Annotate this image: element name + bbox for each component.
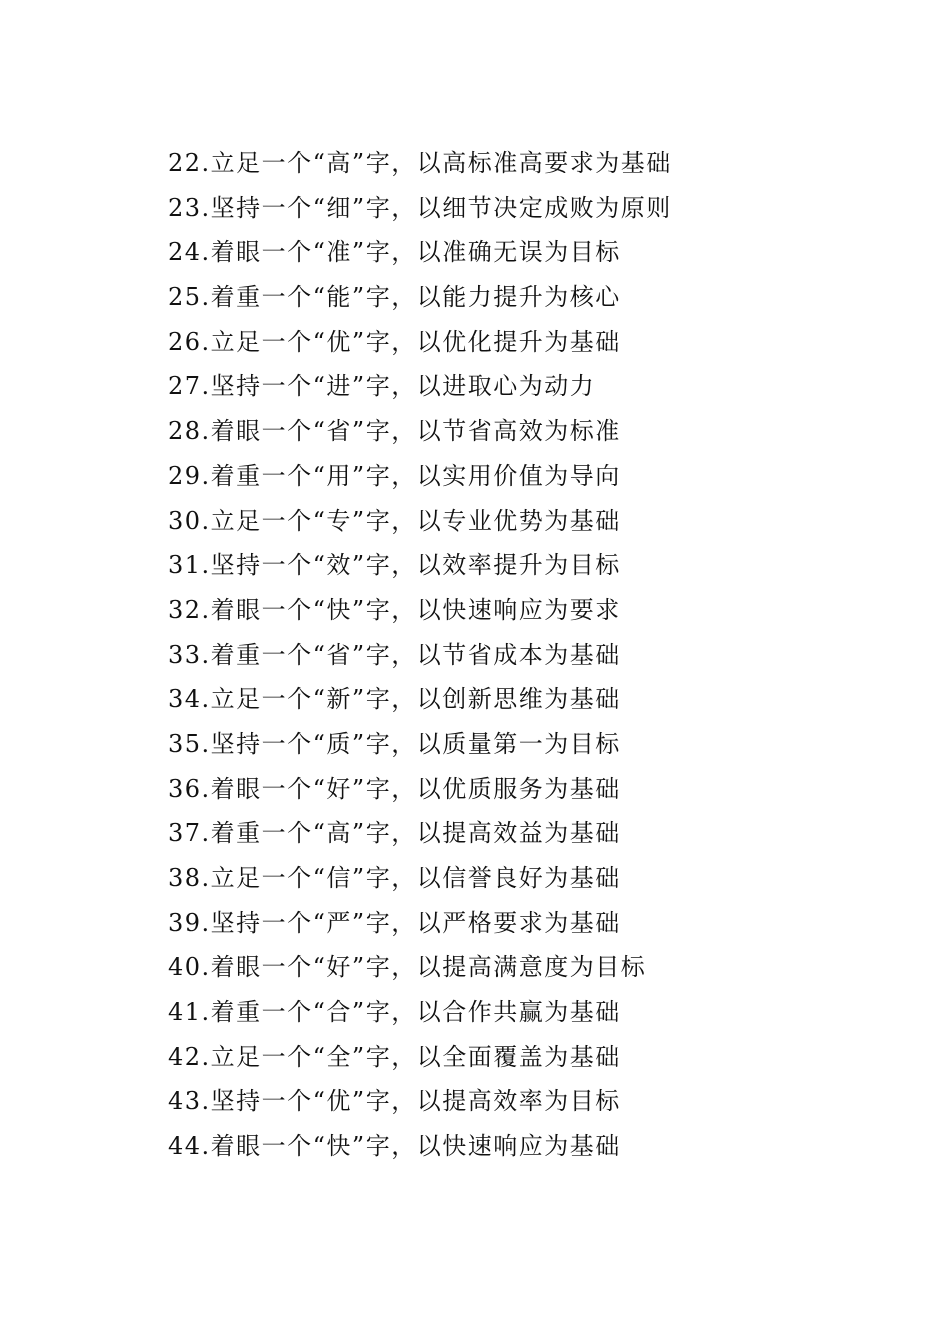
list-item: 42.立足一个“全”字，以全面覆盖为基础 [168,1042,621,1071]
list-item: 41.着重一个“合”字，以合作共赢为基础 [168,998,621,1027]
list-item: 32.着眼一个“快”字，以快速响应为要求 [168,595,621,624]
list-item: 43.坚持一个“优”字，以提高效率为目标 [168,1087,621,1116]
list-item: 25.着重一个“能”字，以能力提升为核心 [168,283,621,312]
list-item: 38.立足一个“信”字，以信誉良好为基础 [168,864,621,892]
list-item: 36.着眼一个“好”字，以优质服务为基础 [168,774,621,803]
list-item: 35.坚持一个“质”字，以质量第一为目标 [168,729,621,758]
list-item: 22.立足一个“高”字，以高标准高要求为基础 [168,149,672,177]
list-item: 27.坚持一个“进”字，以进取心为动力 [168,372,596,401]
list-item: 30.立足一个“专”字，以专业优势为基础 [168,506,621,535]
list-item: 24.着眼一个“准”字，以准确无误为目标 [168,238,621,267]
list-item: 40.着眼一个“好”字，以提高满意度为目标 [168,953,647,982]
list-item: 39.坚持一个“严”字，以严格要求为基础 [168,908,621,937]
list-item: 28.着眼一个“省”字，以节省高效为标准 [168,417,621,446]
text-list [168,141,672,1169]
list-item: 44.着眼一个“快”字，以快速响应为基础 [168,1132,621,1161]
list-item: 31.坚持一个“效”字，以效率提升为目标 [168,551,621,580]
list-item: 34.立足一个“新”字，以创新思维为基础 [168,685,621,714]
list-item: 29.着重一个“用”字，以实用价值为导向 [168,461,621,490]
list-item: 26.立足一个“优”字，以优化提升为基础 [168,327,621,356]
list-item: 37.着重一个“高”字，以提高效益为基础 [168,819,621,848]
list-item: 33.着重一个“省”字，以节省成本为基础 [168,640,621,669]
list-item: 23.坚持一个“细”字，以细节决定成败为原则 [168,193,672,222]
